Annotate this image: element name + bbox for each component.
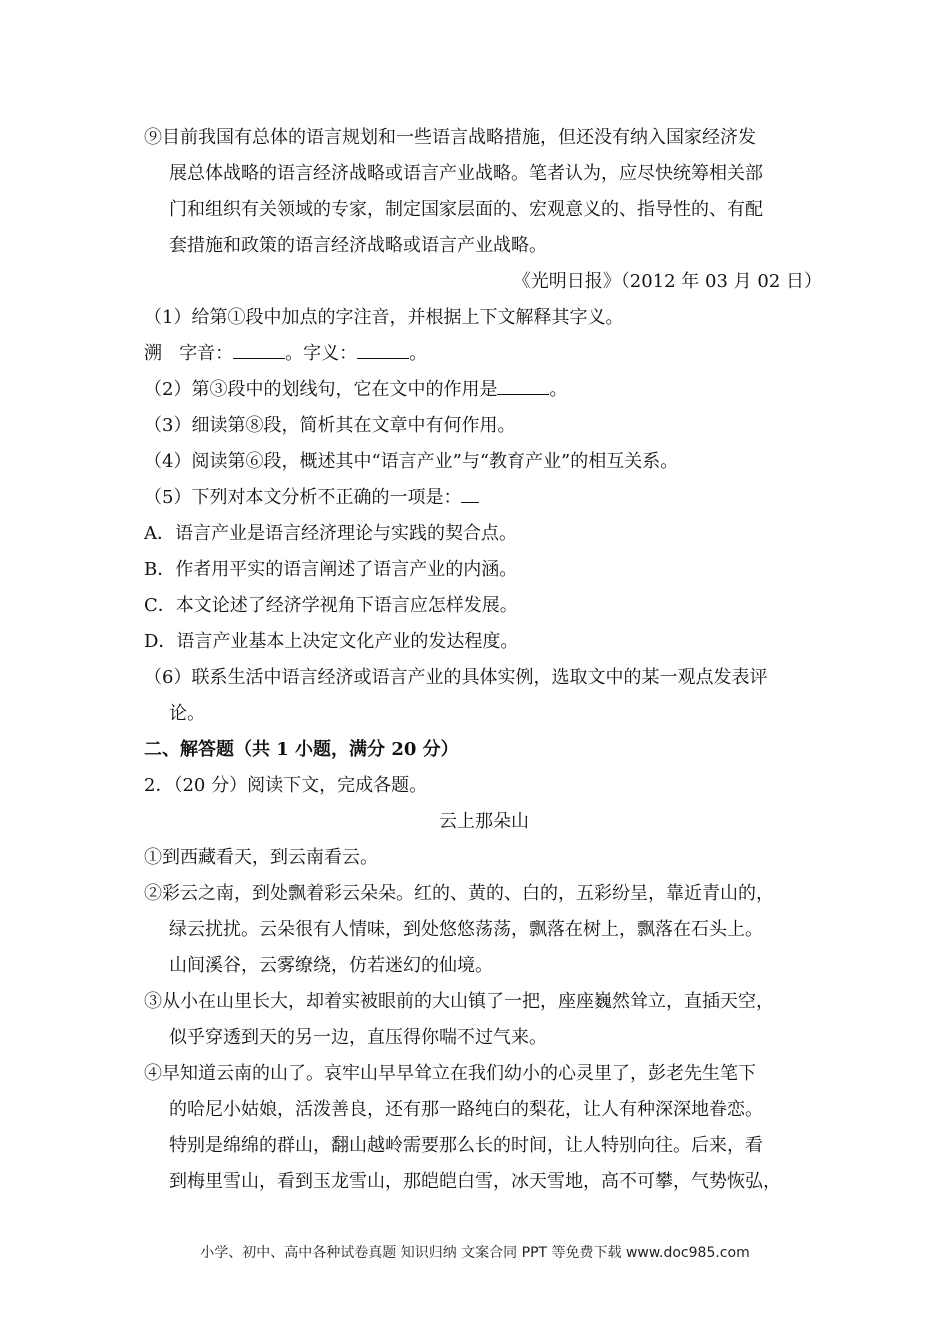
pinyin-blank[interactable] (233, 338, 285, 359)
article-para2-line3: 山间溪谷，云雾缭绕，仿若迷幻的仙境。 (169, 955, 493, 976)
article-para2-line2: 绿云扰扰。云朵很有人情味，到处悠悠荡荡，飘落在树上，飘落在石头上。 (169, 919, 763, 940)
question-2-blank[interactable] (497, 374, 549, 395)
article-para4-line3: 特别是绵绵的群山，翻山越岭需要那么长的时间，让人特别向往。后来，看 (169, 1135, 763, 1156)
question-5 (144, 480, 824, 516)
article-para1-line1: ①到西藏看天，到云南看云。 (144, 847, 378, 868)
para9-line1: ⑨目前我国有总体的语言规划和一些语言战略措施，但还没有纳入国家经济发 (144, 127, 756, 148)
question-6-line2: 论。 (169, 703, 205, 724)
question-5-text: （5）下列对本文分析不正确的一项是： (144, 487, 462, 508)
section-2-question: 2．（20 分）阅读下文，完成各题。 (144, 775, 428, 796)
q1-end-punct: 。 (409, 343, 428, 364)
option-a: A．语言产业是语言经济理论与实践的契合点。 (144, 523, 517, 544)
article-para3-line2: 似乎穿透到天的另一边，直压得你喘不过气来。 (169, 1027, 547, 1048)
para9-line3: 门和组织有关领域的专家，制定国家层面的、宏观意义的、指导性的、有配 (169, 199, 763, 220)
article-para4-line4: 到梅里雪山，看到玉龙雪山，那皑皑白雪，冰天雪地，高不可攀，气势恢弘， (169, 1171, 781, 1192)
page-footer: 小学、初中、高中各种试卷真题 知识归纳 文案合同 PPT 等免费下载 www.doc985.com (200, 1245, 750, 1261)
page-content (144, 120, 824, 1200)
source-citation: 《光明日报》（2012 年 03 月 02 日） (512, 271, 822, 292)
question-3: （3）细读第⑧段，简析其在文章中有何作用。 (144, 415, 516, 436)
target-character: 溯 (144, 343, 162, 364)
question-1-answer-line (144, 336, 824, 372)
meaning-blank[interactable] (357, 338, 409, 359)
question-2 (144, 372, 824, 408)
article-title: 云上那朵山 (439, 811, 529, 832)
option-d: D．语言产业基本上决定文化产业的发达程度。 (144, 631, 519, 652)
question-5-blank[interactable] (461, 482, 479, 503)
article-para3-line1: ③从小在山里长大，却着实被眼前的大山镇了一把，座座巍然耸立，直插天空， (144, 991, 774, 1012)
pinyin-label: 字音： (179, 343, 234, 364)
para9-line4: 套措施和政策的语言经济战略或语言产业战略。 (169, 235, 547, 256)
option-b: B．作者用平实的语言阐述了语言产业的内涵。 (144, 559, 518, 580)
meaning-label: 。字义： (285, 343, 358, 364)
question-2-text: （2）第③段中的划线句，它在文中的作用是 (144, 379, 498, 400)
article-para4-line2: 的哈尼小姑娘，活泼善良，还有那一路纯白的梨花，让人有种深深地眷恋。 (169, 1099, 763, 1120)
option-c: C．本文论述了经济学视角下语言应怎样发展。 (144, 595, 518, 616)
article-para4-line1: ④早知道云南的山了。哀牢山早早耸立在我们幼小的心灵里了，彭老先生笔下 (144, 1063, 756, 1084)
article-para2-line1: ②彩云之南，到处飘着彩云朵朵。红的、黄的、白的，五彩纷呈，靠近青山的， (144, 883, 774, 904)
question-1: （1）给第①段中加点的字注音，并根据上下文解释其字义。 (144, 307, 624, 328)
question-6-line1: （6）联系生活中语言经济或语言产业的具体实例，选取文中的某一观点发表评 (144, 667, 768, 688)
para9-line2: 展总体战略的语言经济战略或语言产业战略。笔者认为，应尽快统筹相关部 (169, 163, 763, 184)
question-4: （4）阅读第⑥段，概述其中“语言产业”与“教育产业”的相互关系。 (144, 451, 679, 472)
q2-end-punct: 。 (549, 379, 568, 400)
section-2-heading: 二、解答题（共 1 小题，满分 20 分） (144, 739, 459, 760)
